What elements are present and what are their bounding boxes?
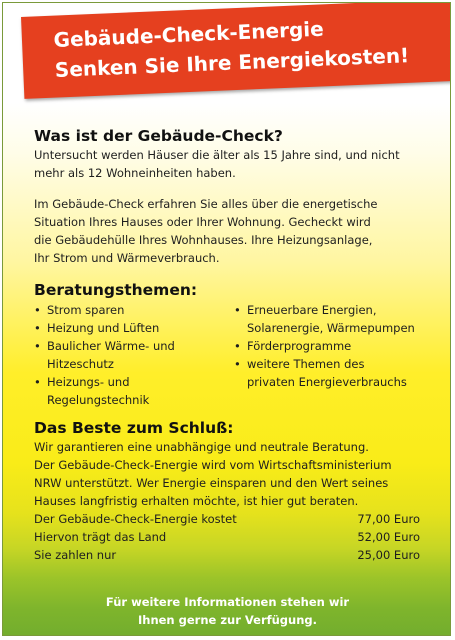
topics-list-left [34, 301, 234, 409]
footer-line-1: Für weitere Informationen stehen wir [105, 595, 350, 609]
flyer-page [2, 2, 451, 636]
topics-list-right [234, 301, 434, 409]
closing-text-line: Wir garantieren eine unabhängige und neutrale Beratung. [34, 440, 369, 454]
price-label: Der Gebäude-Check-Energie kostet [34, 512, 237, 526]
topic-item: • Heizungs- und Regelungstechnik [34, 373, 234, 409]
closing-text-line: NRW unterstützt. Wer Energie einsparen und den Wert seines [34, 476, 389, 490]
intro-text-line: Untersucht werden Häuser die älter als 15 Jahre sind, und nicht [34, 148, 400, 162]
topic-item: • Förderprogramme [234, 337, 434, 355]
intro-text-line: mehr als 12 Wohneinheiten haben. [34, 166, 236, 180]
banner-title-line-1: Gebäude-Check-Energie [53, 16, 325, 52]
description-line: Situation Ihres Hauses oder Ihrer Wohnung. Gecheckt wird [34, 215, 371, 229]
topic-item: • Baulicher Wärme- und Hitzeschutz [34, 337, 234, 373]
topic-item: • weitere Themen des privaten Energieverbrauchs [234, 355, 434, 391]
price-value: 77,00 Euro [357, 512, 420, 526]
flyer-content [34, 126, 434, 564]
section-heading-best: Das Beste zum Schluß: [34, 419, 234, 437]
closing-text-line: Der Gebäude-Check-Energie wird vom Wirtschaftsministerium [34, 458, 392, 472]
description-line: Ihr Strom und Wärmeverbrauch. [34, 251, 220, 265]
closing-text-line: Hauses langfristig erhalten möchte, ist hier gut beraten. [34, 494, 359, 508]
price-label: Hiervon trägt das Land [34, 530, 167, 544]
topics-columns [34, 301, 434, 409]
footer-line-2: Ihnen gerne zur Verfügung. [137, 613, 318, 627]
contact-footer [3, 593, 451, 629]
price-row [34, 528, 420, 546]
price-value: 25,00 Euro [357, 548, 420, 562]
banner-title-line-2: Senken Sie Ihre Energiekosten! [54, 43, 410, 82]
topic-item: • Strom sparen [34, 301, 234, 319]
price-row [34, 546, 420, 564]
topic-item: • Heizung und Lüften [34, 319, 234, 337]
price-label: Sie zahlen nur [34, 548, 117, 562]
description-line: die Gebäudehülle Ihres Wohnhauses. Ihre Heizungsanlage, [34, 233, 373, 247]
topic-item: • Erneuerbare Energien, Solarenergie, Wärmepumpen [234, 301, 434, 337]
price-row [34, 510, 420, 528]
description-line: Im Gebäude-Check erfahren Sie alles über die energetische [34, 197, 378, 211]
section-heading-topics: Beratungsthemen: [34, 281, 198, 299]
section-heading-what-is: Was ist der Gebäude-Check? [34, 127, 283, 145]
price-value: 52,00 Euro [357, 530, 420, 544]
